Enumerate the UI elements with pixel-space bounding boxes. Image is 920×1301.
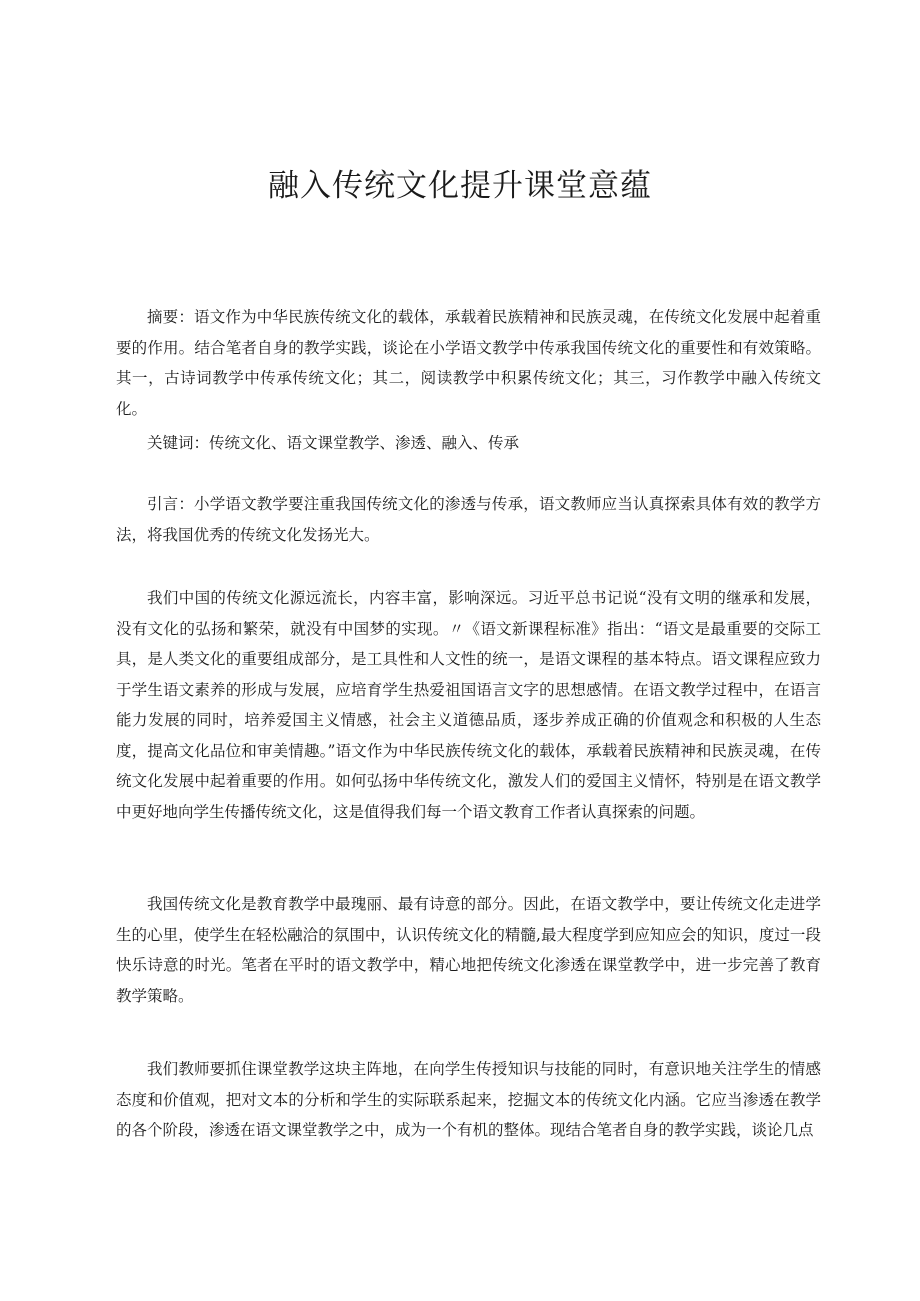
document-title: 融入传统文化提升课堂意蕴 [268,168,652,204]
keywords-paragraph: 关键词：传统文化、语文课堂教学、渗透、融入、传承 [147,434,520,452]
introduction-paragraph: 引言：小学语文教学要注重我国传统文化的渗透与传承，语文教师应当认真探索具体有效的教学方法，将我国优秀的传统文化发扬光大。 [116,495,821,544]
body-paragraph: 我国传统文化是教育教学中最瑰丽、最有诗意的部分。因此，在语文教学中，要让传统文化走进学生的心里，使学生在轻松融洽的氛围中，认识传统文化的精髓,最大程度学到应知应会的知识，度过一段快乐诗意的时光。笔者在平时的语文教学中，精心地把传统文化渗透在课堂教学中，进一步完善了教育教学策略。 [116,895,821,1005]
abstract-paragraph: 摘要：语文作为中华民族传统文化的载体，承载着民族精神和民族灵魂，在传统文化发展中起着重要的作用。结合笔者自身的教学实践，谈论在小学语文教学中传承我国传统文化的重要性和有效策略。其一，古诗词教学中传承传统文化；其二，阅读教学中积累传统文化；其三，习作教学中融入传统文化。 [116,308,821,418]
body-paragraph: 我们中国的传统文化源远流长，内容丰富，影响深远。习近平总书记说“没有文明的继承和发展，没有文化的弘扬和繁荣，就没有中国梦的实现。〃《语文新课程标准》指出：“语文是最重要的交际工具，是人类文化的重要组成部分，是工具性和人文性的统一，是语文课程的基本特点。语文课程应致力于学生语文素养的形成与发展，应培育学生热爱祖国语言文字的思想感情。在语文教学过程中，在语言能力发展的同时，培养爱国主义情感，社会主义道德品质，逐步养成正确的价值观念和积极的人生态度，提高文化品位和审美情趣。”语文作为中华民族传统文化的载体，承载着民族精神和民族灵魂，在传统文化发展中起着重要的作用。如何弘扬中华传统文化，激发人们的爱国主义情怀，特别是在语文教学中更好地向学生传播传统文化，这是值得我们每一个语文教育工作者认真探索的问题。 [116,589,821,821]
body-paragraph: 我们教师要抓住课堂教学这块主阵地，在向学生传授知识与技能的同时，有意识地关注学生的情感态度和价值观，把对文本的分析和学生的实际联系起来，挖掘文本的传统文化内涵。它应当渗透在教学的各个阶段，渗透在语文课堂教学之中，成为一个有机的整体。现结合笔者自身的教学实践，谈论几点 [116,1060,821,1139]
